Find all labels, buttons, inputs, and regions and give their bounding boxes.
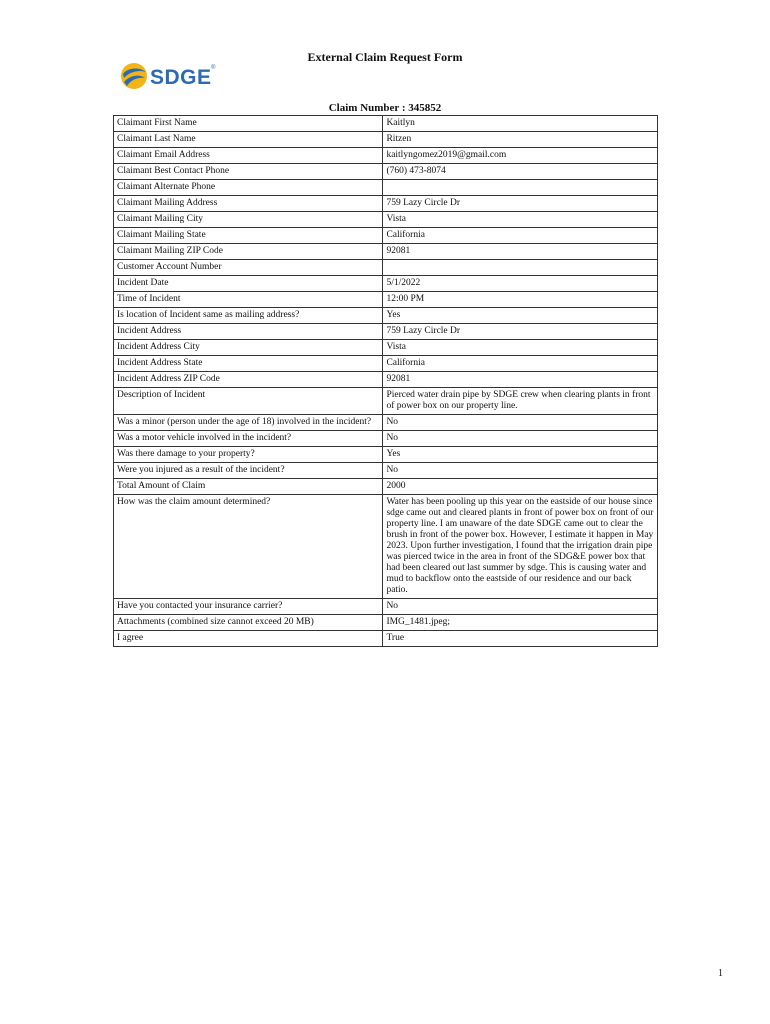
table-row bbox=[114, 196, 658, 212]
field-value: California bbox=[383, 228, 658, 244]
table-row bbox=[114, 180, 658, 196]
table-row bbox=[114, 495, 658, 599]
field-label: Incident Date bbox=[114, 276, 383, 292]
field-label: I agree bbox=[114, 631, 383, 647]
field-value: (760) 473-8074 bbox=[383, 164, 658, 180]
table-row bbox=[114, 615, 658, 631]
field-value: kaitlyngomez2019@gmail.com bbox=[383, 148, 658, 164]
table-row bbox=[114, 479, 658, 495]
claim-table bbox=[113, 115, 658, 647]
field-label: Was a minor (person under the age of 18) involved in the incident? bbox=[114, 415, 383, 431]
claim-table-body bbox=[114, 116, 658, 647]
sdge-swirl-icon bbox=[120, 62, 148, 90]
field-value: IMG_1481.jpeg; bbox=[383, 615, 658, 631]
table-row bbox=[114, 340, 658, 356]
field-value: No bbox=[383, 463, 658, 479]
table-row bbox=[114, 447, 658, 463]
logo-wordmark: SDGE bbox=[150, 66, 212, 89]
field-label: Claimant Mailing Address bbox=[114, 196, 383, 212]
field-value bbox=[383, 260, 658, 276]
field-label: Claimant Last Name bbox=[114, 132, 383, 148]
field-value: Yes bbox=[383, 308, 658, 324]
table-row bbox=[114, 148, 658, 164]
table-row bbox=[114, 431, 658, 447]
field-value: No bbox=[383, 599, 658, 615]
field-label: Incident Address City bbox=[114, 340, 383, 356]
table-row bbox=[114, 415, 658, 431]
field-value: 2000 bbox=[383, 479, 658, 495]
field-value: No bbox=[383, 415, 658, 431]
field-label: Is location of Incident same as mailing address? bbox=[114, 308, 383, 324]
logo-registered-mark: ® bbox=[211, 65, 216, 71]
field-label: Were you injured as a result of the incident? bbox=[114, 463, 383, 479]
sdge-logo bbox=[120, 62, 220, 92]
field-label: Time of Incident bbox=[114, 292, 383, 308]
table-row bbox=[114, 212, 658, 228]
field-label: Claimant Mailing City bbox=[114, 212, 383, 228]
table-row bbox=[114, 260, 658, 276]
field-value: 759 Lazy Circle Dr bbox=[383, 196, 658, 212]
field-label: Attachments (combined size cannot exceed 20 MB) bbox=[114, 615, 383, 631]
table-row bbox=[114, 631, 658, 647]
field-label: Claimant Alternate Phone bbox=[114, 180, 383, 196]
field-value: 92081 bbox=[383, 372, 658, 388]
field-label: Have you contacted your insurance carrier? bbox=[114, 599, 383, 615]
field-label: Was there damage to your property? bbox=[114, 447, 383, 463]
table-row bbox=[114, 132, 658, 148]
field-label: Incident Address ZIP Code bbox=[114, 372, 383, 388]
field-label: Claimant Email Address bbox=[114, 148, 383, 164]
table-row bbox=[114, 292, 658, 308]
table-row bbox=[114, 324, 658, 340]
field-label: Incident Address State bbox=[114, 356, 383, 372]
table-row bbox=[114, 228, 658, 244]
page-title: External Claim Request Form bbox=[307, 50, 463, 64]
page-number: 1 bbox=[718, 968, 723, 979]
table-row bbox=[114, 164, 658, 180]
field-label: Customer Account Number bbox=[114, 260, 383, 276]
table-row bbox=[114, 599, 658, 615]
field-value: California bbox=[383, 356, 658, 372]
field-label: Was a motor vehicle involved in the incident? bbox=[114, 431, 383, 447]
field-value: Pierced water drain pipe by SDGE crew when clearing plants in front of power box on our property line. bbox=[383, 388, 658, 415]
field-label: Claimant Mailing ZIP Code bbox=[114, 244, 383, 260]
field-label: Description of Incident bbox=[114, 388, 383, 415]
table-row bbox=[114, 356, 658, 372]
table-row bbox=[114, 308, 658, 324]
table-row bbox=[114, 116, 658, 132]
claim-number: Claim Number : 345852 bbox=[328, 102, 442, 114]
field-value: 5/1/2022 bbox=[383, 276, 658, 292]
table-row bbox=[114, 372, 658, 388]
field-value: Vista bbox=[383, 212, 658, 228]
field-value bbox=[383, 180, 658, 196]
table-row bbox=[114, 463, 658, 479]
field-value: No bbox=[383, 431, 658, 447]
field-label: How was the claim amount determined? bbox=[114, 495, 383, 599]
field-value: True bbox=[383, 631, 658, 647]
field-value: Yes bbox=[383, 447, 658, 463]
field-value: 759 Lazy Circle Dr bbox=[383, 324, 658, 340]
table-row bbox=[114, 244, 658, 260]
field-value: 12:00 PM bbox=[383, 292, 658, 308]
field-value: Vista bbox=[383, 340, 658, 356]
field-value: Kaitlyn bbox=[383, 116, 658, 132]
field-value: Water has been pooling up this year on the eastside of our house since sdge came out and cleared plants in front of power box on front of our property line. I am unaware of the date SDGE came out to clear the brush in front of the power box. However, I estimate it happen in May 2023. Upon further investigation, I found that the irrigation drain pipe was pierced twice in the area in front of the SDG&E power box that had been cleared out last summer by sdge. This is causing water and mud to backflow onto the eastside of our residence and our back patio. bbox=[383, 495, 658, 599]
table-row bbox=[114, 276, 658, 292]
field-label: Total Amount of Claim bbox=[114, 479, 383, 495]
field-value: 92081 bbox=[383, 244, 658, 260]
field-label: Incident Address bbox=[114, 324, 383, 340]
field-label: Claimant First Name bbox=[114, 116, 383, 132]
table-row bbox=[114, 388, 658, 415]
field-value: Ritzen bbox=[383, 132, 658, 148]
field-label: Claimant Mailing State bbox=[114, 228, 383, 244]
field-label: Claimant Best Contact Phone bbox=[114, 164, 383, 180]
